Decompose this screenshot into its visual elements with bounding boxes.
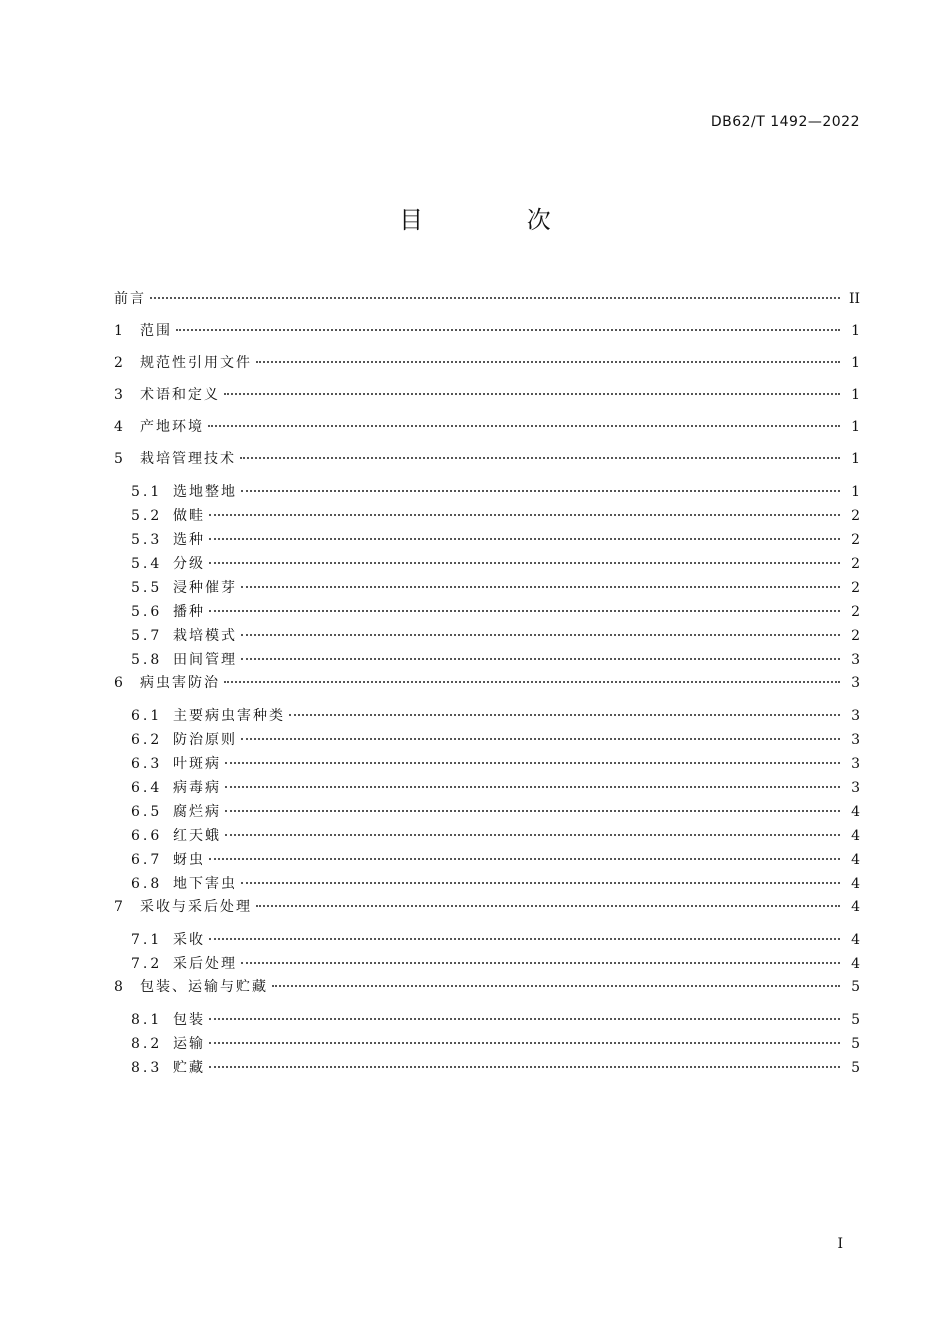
toc-entry-page: 1: [851, 451, 860, 467]
toc-entry-label: 栽培模式: [173, 628, 237, 644]
toc-entry[interactable]: [114, 448, 860, 480]
dot-leader: [224, 681, 840, 683]
toc-subentry[interactable]: [114, 928, 860, 952]
toc-subentry[interactable]: [114, 704, 860, 728]
dot-leader: [241, 962, 840, 964]
toc-entry-page: 2: [851, 604, 860, 620]
dot-leader: [209, 538, 840, 540]
dot-leader: [225, 834, 840, 836]
dot-leader: [241, 658, 840, 660]
toc-entry-label: 选地整地: [173, 484, 237, 500]
toc-entry-page: II: [848, 291, 860, 307]
dot-leader: [209, 514, 840, 516]
dot-leader: [209, 1042, 840, 1044]
dot-leader: [208, 425, 840, 427]
toc-entry-page: 4: [851, 876, 860, 892]
toc-entry-number: 1: [114, 323, 126, 339]
toc-entry-number: 7: [114, 899, 126, 915]
toc-entry-number: 5.4: [131, 556, 163, 572]
dot-leader: [241, 490, 840, 492]
dot-leader: [209, 1066, 840, 1068]
toc-entry-label: 规范性引用文件: [140, 355, 252, 371]
toc-entry[interactable]: [114, 416, 860, 448]
toc-entry-number: 5.7: [131, 628, 163, 644]
toc-entry-label: 栽培管理技术: [140, 451, 236, 467]
dot-leader: [209, 1018, 840, 1020]
toc-entry-page: 3: [851, 708, 860, 724]
toc-entry[interactable]: [114, 352, 860, 384]
toc-entry-number: 8.3: [131, 1060, 163, 1076]
toc-subentry[interactable]: [114, 1008, 860, 1032]
dot-leader: [241, 738, 840, 740]
toc-subentry[interactable]: [114, 600, 860, 624]
table-of-contents: [114, 288, 860, 1080]
toc-entry-label: 前言: [114, 291, 146, 307]
dot-leader: [225, 786, 840, 788]
dot-leader: [209, 938, 840, 940]
toc-entry[interactable]: [114, 896, 860, 928]
toc-entry-label: 蚜虫: [173, 852, 205, 868]
toc-entry-number: 7.1: [131, 932, 163, 948]
dot-leader: [150, 297, 840, 299]
toc-entry-label: 运输: [173, 1036, 205, 1052]
toc-subentry[interactable]: [114, 872, 860, 896]
toc-entry-page: 3: [851, 756, 860, 772]
toc-entry-number: 6.4: [131, 780, 163, 796]
toc-entry-number: 4: [114, 419, 126, 435]
toc-subentry[interactable]: [114, 552, 860, 576]
toc-subentry[interactable]: [114, 848, 860, 872]
toc-entry-label: 选种: [173, 532, 205, 548]
toc-entry-label: 病毒病: [173, 780, 221, 796]
toc-entry-label: 主要病虫害种类: [173, 708, 285, 724]
toc-entry-page: 2: [851, 628, 860, 644]
dot-leader: [209, 610, 840, 612]
toc-entry-page: 5: [851, 1012, 860, 1028]
dot-leader: [209, 562, 840, 564]
toc-entry-label: 腐烂病: [173, 804, 221, 820]
toc-subentry[interactable]: [114, 648, 860, 672]
toc-entry-label: 做畦: [173, 508, 205, 524]
toc-entry-page: 2: [851, 532, 860, 548]
toc-entry-number: 6.2: [131, 732, 163, 748]
dot-leader: [241, 634, 840, 636]
toc-entry-label: 田间管理: [173, 652, 237, 668]
toc-subentry[interactable]: [114, 776, 860, 800]
toc-entry-label: 范围: [140, 323, 172, 339]
dot-leader: [224, 393, 840, 395]
toc-entry-number: 6.8: [131, 876, 163, 892]
dot-leader: [241, 882, 840, 884]
toc-entry-page: 5: [851, 1060, 860, 1076]
toc-subentry[interactable]: [114, 528, 860, 552]
toc-entry-number: 6.3: [131, 756, 163, 772]
toc-subentry[interactable]: [114, 1032, 860, 1056]
toc-entry-label: 采后处理: [173, 956, 237, 972]
toc-entry-page: 3: [851, 675, 860, 691]
toc-entry-page: 4: [851, 932, 860, 948]
toc-entry-number: 8.2: [131, 1036, 163, 1052]
footer-page-number: I: [837, 1236, 843, 1252]
toc-subentry[interactable]: [114, 752, 860, 776]
toc-entry[interactable]: [114, 384, 860, 416]
toc-entry-label: 叶斑病: [173, 756, 221, 772]
toc-subentry[interactable]: [114, 504, 860, 528]
toc-entry-number: 5.2: [131, 508, 163, 524]
toc-entry-label: 术语和定义: [140, 387, 220, 403]
toc-entry-page: 4: [851, 956, 860, 972]
toc-entry-label: 包装、运输与贮藏: [140, 979, 268, 995]
dot-leader: [225, 810, 840, 812]
toc-entry-number: 5.8: [131, 652, 163, 668]
toc-entry-page: 1: [851, 387, 860, 403]
toc-entry-page: 4: [851, 852, 860, 868]
dot-leader: [240, 457, 840, 459]
toc-entry-label: 产地环境: [140, 419, 204, 435]
toc-entry-number: 6.5: [131, 804, 163, 820]
toc-entry-page: 3: [851, 780, 860, 796]
toc-entry-number: 5.1: [131, 484, 163, 500]
toc-entry-page: 2: [851, 580, 860, 596]
dot-leader: [272, 985, 840, 987]
toc-entry-number: 5.3: [131, 532, 163, 548]
toc-entry-number: 5.6: [131, 604, 163, 620]
toc-entry-number: 7.2: [131, 956, 163, 972]
dot-leader: [209, 858, 840, 860]
toc-entry-number: 2: [114, 355, 126, 371]
toc-entry[interactable]: [114, 672, 860, 704]
toc-entry-label: 防治原则: [173, 732, 237, 748]
toc-entry-page: 4: [851, 828, 860, 844]
toc-entry-number: 6.1: [131, 708, 163, 724]
toc-entry-label: 播种: [173, 604, 205, 620]
toc-entry-number: 5.5: [131, 580, 163, 596]
toc-entry-label: 病虫害防治: [140, 675, 220, 691]
toc-subentry[interactable]: [114, 1056, 860, 1080]
toc-subentry[interactable]: [114, 624, 860, 648]
toc-subentry[interactable]: [114, 800, 860, 824]
toc-entry[interactable]: [114, 320, 860, 352]
toc-entry[interactable]: [114, 288, 860, 320]
toc-entry-page: 3: [851, 652, 860, 668]
toc-entry-page: 5: [851, 979, 860, 995]
dot-leader: [241, 586, 840, 588]
toc-subentry[interactable]: [114, 728, 860, 752]
toc-entry-page: 1: [851, 323, 860, 339]
toc-entry-label: 地下害虫: [173, 876, 237, 892]
toc-subentry[interactable]: [114, 952, 860, 976]
dot-leader: [225, 762, 840, 764]
toc-entry-number: 3: [114, 387, 126, 403]
toc-entry-label: 红天蛾: [173, 828, 221, 844]
toc-entry-label: 浸种催芽: [173, 580, 237, 596]
dot-leader: [256, 905, 840, 907]
dot-leader: [176, 329, 840, 331]
toc-subentry[interactable]: [114, 480, 860, 504]
standard-code: DB62/T 1492—2022: [710, 114, 860, 130]
toc-entry-page: 3: [851, 732, 860, 748]
toc-entry-number: 6.6: [131, 828, 163, 844]
toc-entry-page: 2: [851, 556, 860, 572]
toc-entry-label: 采收与采后处理: [140, 899, 252, 915]
toc-entry-label: 包装: [173, 1012, 205, 1028]
toc-entry-number: 6: [114, 675, 126, 691]
toc-entry-page: 2: [851, 508, 860, 524]
toc-entry-number: 5: [114, 451, 126, 467]
toc-subentry[interactable]: [114, 576, 860, 600]
dot-leader: [256, 361, 840, 363]
dot-leader: [289, 714, 840, 716]
toc-entry-label: 贮藏: [173, 1060, 205, 1076]
toc-entry-page: 4: [851, 804, 860, 820]
toc-entry[interactable]: [114, 976, 860, 1008]
page-title: 目 次: [399, 206, 599, 234]
toc-entry-page: 1: [851, 484, 860, 500]
toc-entry-page: 1: [851, 419, 860, 435]
toc-entry-number: 8.1: [131, 1012, 163, 1028]
toc-entry-label: 采收: [173, 932, 205, 948]
toc-entry-page: 5: [851, 1036, 860, 1052]
toc-subentry[interactable]: [114, 824, 860, 848]
toc-entry-page: 4: [851, 899, 860, 915]
toc-entry-number: 6.7: [131, 852, 163, 868]
toc-entry-label: 分级: [173, 556, 205, 572]
toc-entry-number: 8: [114, 979, 126, 995]
toc-entry-page: 1: [851, 355, 860, 371]
